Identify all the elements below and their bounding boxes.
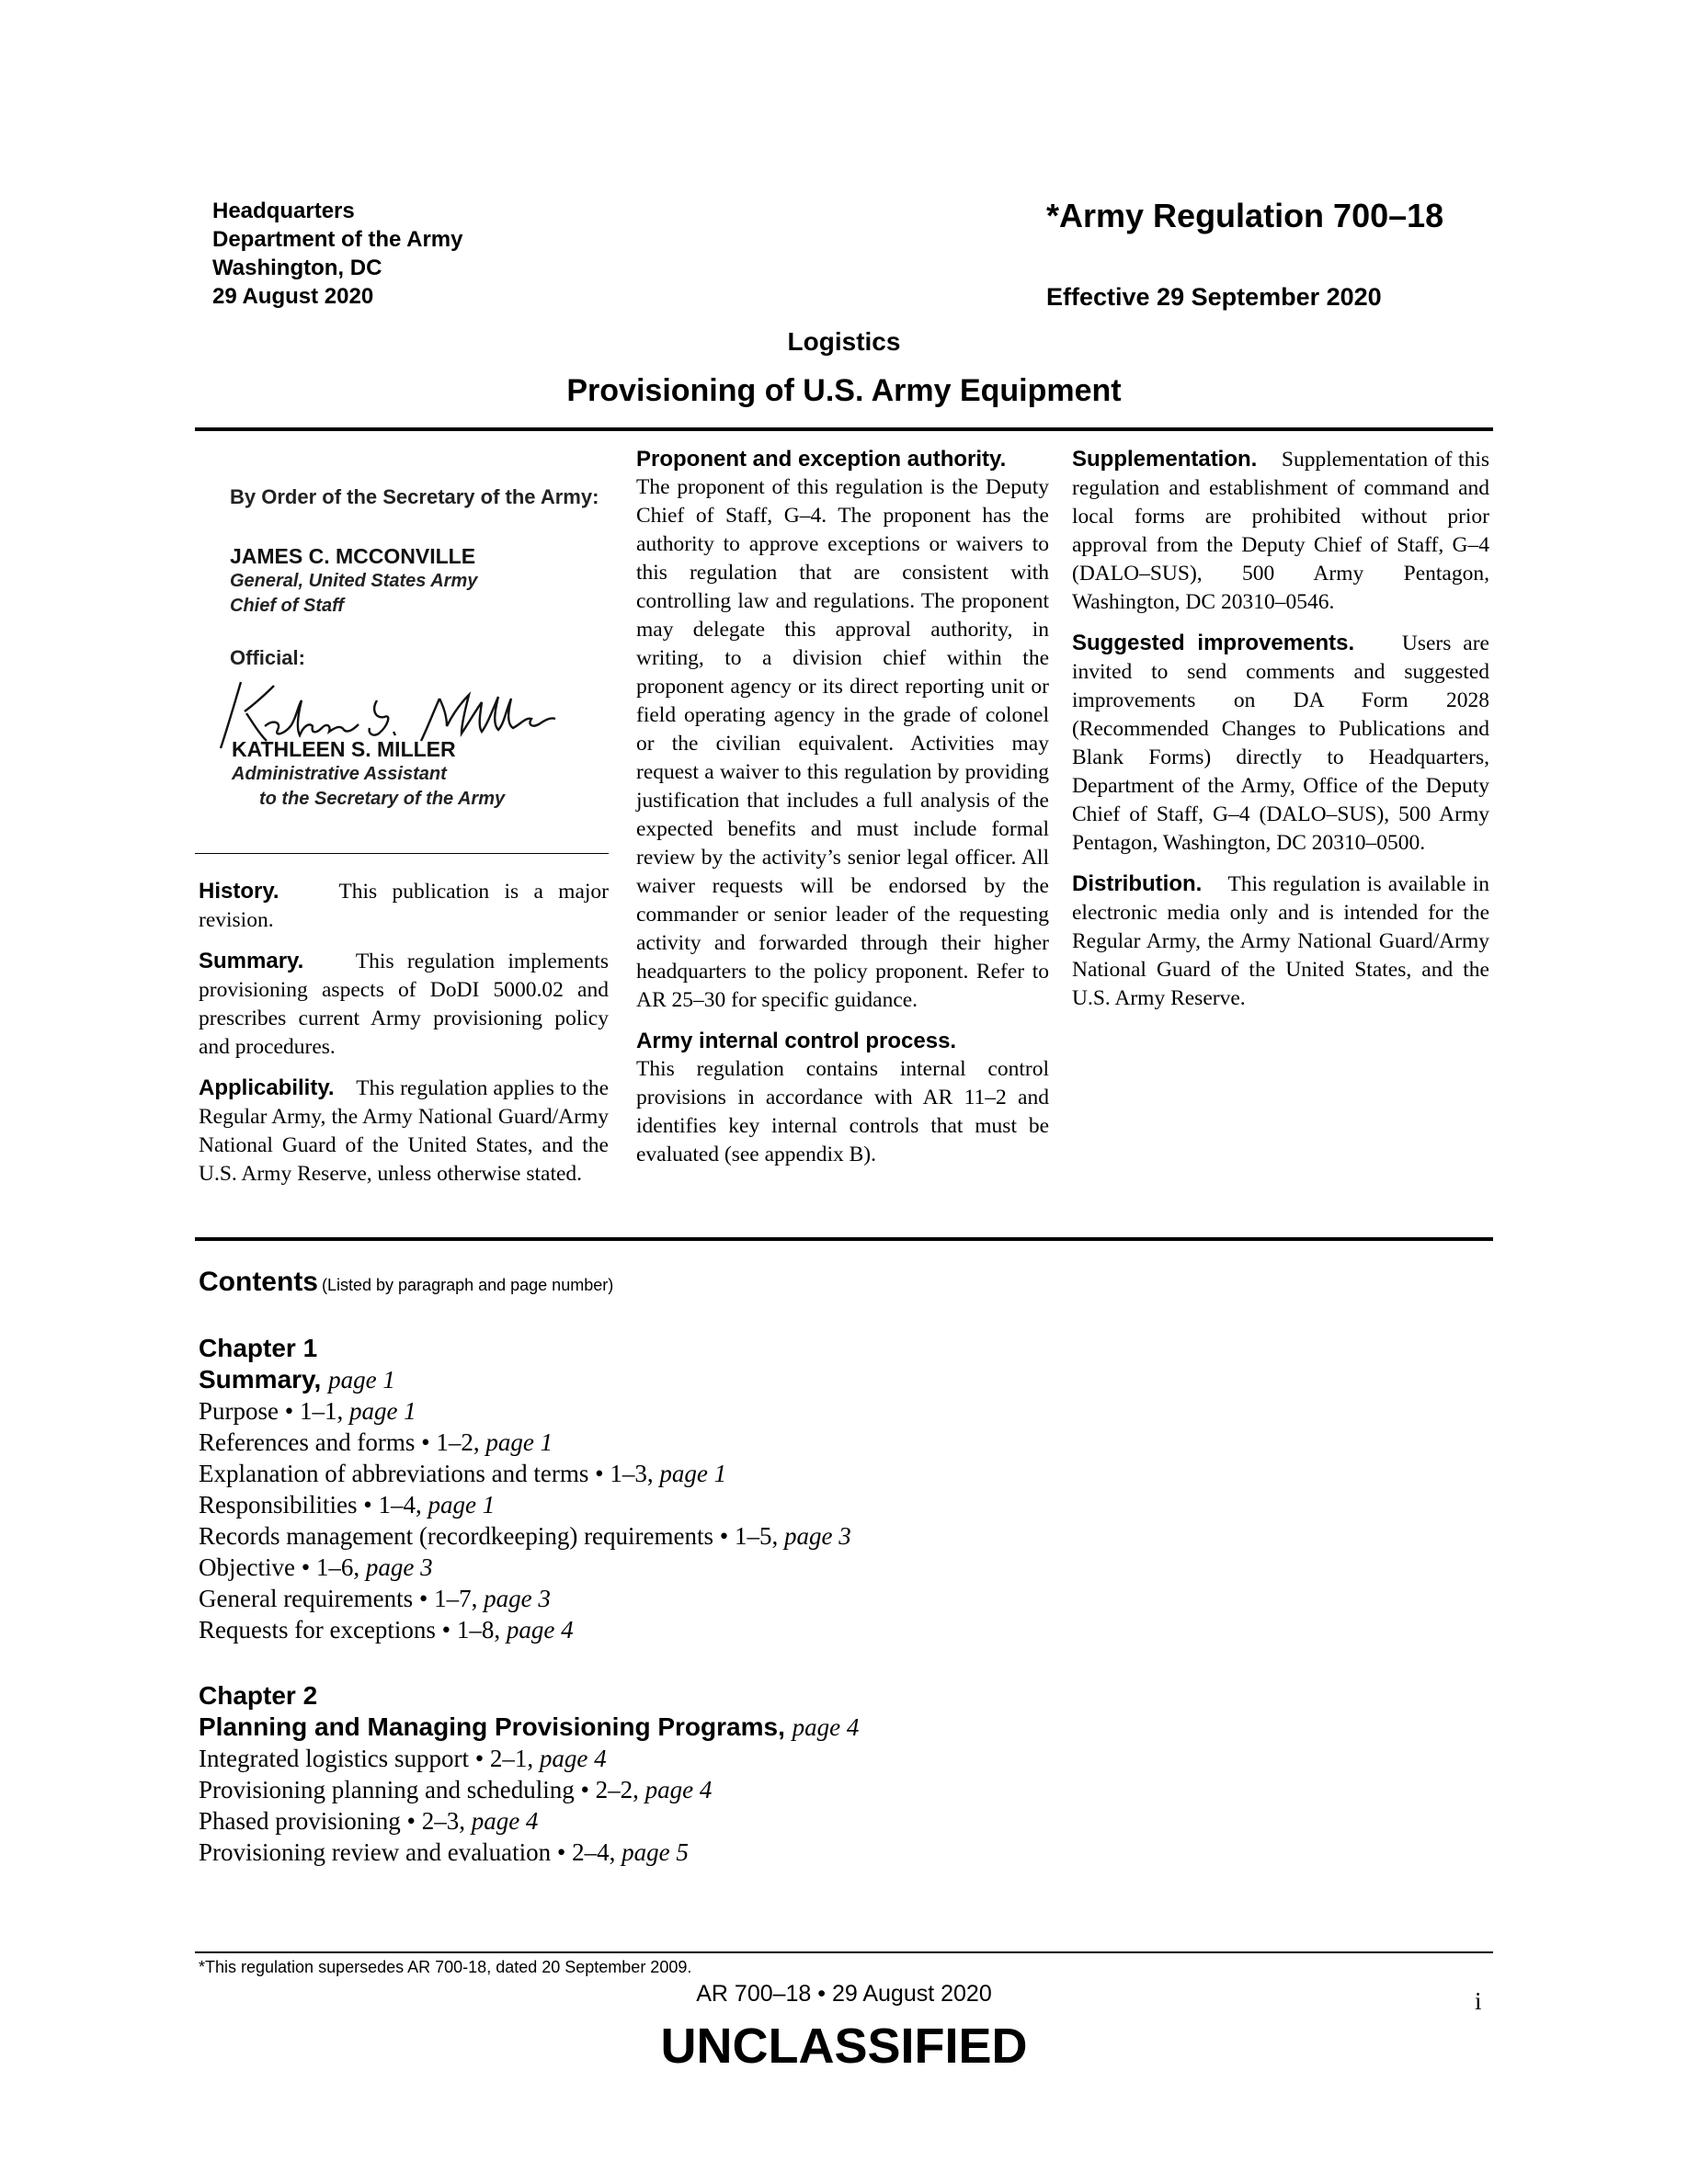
official-label: Official:: [230, 646, 305, 669]
distribution-paragraph: [1072, 870, 1489, 1013]
history-text: This publication is a major revision.: [199, 880, 609, 932]
chief-position: Chief of Staff: [230, 596, 345, 616]
toc-entry[interactable]: [199, 1395, 1394, 1427]
toc-entry[interactable]: [199, 1614, 1394, 1645]
footnote-rule: [195, 1951, 1493, 1953]
summary-column-1: [199, 877, 609, 1200]
applicability-text: This regulation applies to the Regular Army, the Army National Guard/Army National Guard of the United States, and the U.S. Army Reserve, unless otherwise stated.: [199, 1076, 610, 1186]
chapter-2: [199, 1680, 1394, 1868]
toc-entry[interactable]: [199, 1774, 1394, 1805]
summary-paragraph: [199, 947, 609, 1062]
effective-date: Effective 29 September 2020: [1046, 283, 1382, 311]
summary-column-2: [636, 445, 1049, 1181]
classification-marking: UNCLASSIFIED: [660, 2019, 1028, 2074]
toc-entry-text: Integrated logistics support • 2–1,: [199, 1745, 540, 1772]
supersession-footnote: *This regulation supersedes AR 700-18, dated 20 September 2009.: [199, 1958, 692, 1976]
toc-entry[interactable]: [199, 1458, 1394, 1489]
document-title: Provisioning of U.S. Army Equipment: [566, 373, 1122, 408]
toc-entry-page: page 3: [365, 1553, 433, 1581]
hq-line: Headquarters: [212, 199, 355, 223]
chapter-1: [199, 1333, 1394, 1645]
toc-entry[interactable]: [199, 1583, 1394, 1614]
signature-rule: [195, 853, 609, 854]
toc-entry-page: page 4: [644, 1776, 713, 1803]
page-number: i: [1475, 1987, 1482, 2015]
administrative-signature-block: [232, 737, 618, 812]
running-footer: AR 700–18 • 29 August 2020: [696, 1981, 992, 2007]
by-order-line: By Order of the Secretary of the Army:: [230, 485, 599, 508]
proponent-paragraph: [636, 445, 1049, 1015]
toc-entry[interactable]: [199, 1427, 1394, 1458]
summary-bottom-rule: [195, 1237, 1493, 1241]
toc-entry-text: Purpose • 1–1,: [199, 1397, 349, 1425]
chapter-title: Planning and Managing Provisioning Programs,: [199, 1712, 785, 1741]
history-heading: History.: [199, 879, 279, 904]
chapter-title-line[interactable]: [199, 1712, 1394, 1743]
toc-entry-text: Phased provisioning • 2–3,: [199, 1807, 472, 1835]
toc-entry[interactable]: [199, 1520, 1394, 1552]
toc-entry-text: Records management (recordkeeping) requirements • 1–5,: [199, 1522, 784, 1550]
toc-entry-text: Objective • 1–6,: [199, 1553, 366, 1581]
history-paragraph: [199, 877, 609, 935]
contents-heading-line: [199, 1267, 1394, 1298]
chapter-label: Chapter 2: [199, 1681, 318, 1710]
admin-title: Administrative Assistant: [232, 764, 447, 784]
applicability-heading: Applicability.: [199, 1075, 335, 1100]
toc-entry-text: Provisioning review and evaluation • 2–4,: [199, 1838, 622, 1866]
toc-entry[interactable]: [199, 1805, 1394, 1837]
toc-entry-text: Provisioning planning and scheduling • 2–2,: [199, 1776, 645, 1803]
chapter-label: Chapter 1: [199, 1334, 318, 1362]
internal-control-text: This regulation contains internal control provisions in accordance with AR 11–2 and identifies key internal controls that must be evaluated (see appendix B).: [636, 1057, 1049, 1166]
toc-entry-page: page 1: [348, 1397, 416, 1425]
distribution-text: This regulation is available in electronic media only and is intended for the Regular Army, the Army National Guard/Army National Guard of the United States, and the U.S. Army Reserve.: [1072, 872, 1489, 1010]
summary-heading: Summary.: [199, 949, 304, 973]
summary-text: This regulation implements provisioning aspects of DoDI 5000.02 and prescribes current Army provisioning policy and procedures.: [199, 950, 609, 1059]
supplementation-heading: Supplementation.: [1072, 447, 1258, 472]
admin-name: KATHLEEN S. MILLER: [232, 737, 456, 761]
contents-subtitle: (Listed by paragraph and page number): [322, 1276, 614, 1294]
publication-date: 29 August 2020: [212, 284, 374, 309]
chapter-page: page 1: [328, 1366, 395, 1393]
suggested-text: Users are invited to send comments and suggested improvements on DA Form 2028 (Recommended Changes to Publications and Blank Forms) directly to Headquarters, Department of the Army, Office of the Deputy Chief of Staff, G–4 (DALO–SUS), 500 Army Pentagon, Washington, DC 20310–0500.: [1072, 631, 1489, 855]
chief-rank: General, United States Army: [230, 571, 478, 591]
toc-entry-page: page 3: [783, 1522, 851, 1550]
suggested-paragraph: [1072, 629, 1489, 858]
chapter-title: Summary,: [199, 1365, 322, 1393]
chapter-page: page 4: [792, 1713, 860, 1741]
toc-entry-page: page 1: [485, 1428, 553, 1456]
internal-control-heading: Army internal control process.: [636, 1029, 957, 1053]
contents-title: Contents: [199, 1267, 318, 1297]
proponent-heading: Proponent and exception authority.: [636, 447, 1007, 472]
proponent-text: The proponent of this regulation is the Deputy Chief of Staff, G–4. The proponent has the authority to approve exceptions or waivers to this regulation that are consistent with controlling law and regulations. The proponent may delegate this approval authority, in writing, to a division chief within the proponent agency or its direct reporting unit or field operating agency in the grade of colonel or the civilian equivalent. Activities may request a waiver to this regulation by providing justification that includes a full analysis of the expected benefits and must include formal review by the activity’s senior legal officer. All waiver requests will be endorsed by the commander or senior leader of the requesting activity and forwarded through their higher headquarters to the policy proponent. Refer to AR 25–30 for specific guidance.: [636, 475, 1049, 1012]
toc-entry[interactable]: [199, 1743, 1394, 1774]
supplementation-paragraph: [1072, 445, 1489, 617]
toc-entry[interactable]: [199, 1837, 1394, 1868]
toc-entry-text: Explanation of abbreviations and terms • 1–3,: [199, 1460, 660, 1487]
toc-entry[interactable]: [199, 1552, 1394, 1583]
summary-column-3: [1072, 445, 1489, 1025]
chapter-title-line[interactable]: [199, 1364, 1394, 1395]
signature-block: [230, 485, 616, 670]
toc-entry-page: page 1: [659, 1460, 727, 1487]
toc-entry-page: page 4: [471, 1807, 539, 1835]
toc-entry-page: page 5: [622, 1838, 689, 1866]
admin-title-line2: to the Secretary of the Army: [259, 789, 506, 809]
supplementation-text: Supplementation of this regulation and establishment of command and local forms are prohibited without prior approval from the Deputy Chief of Staff, G–4 (DALO–SUS), 500 Army Pentagon, Washington, DC 20310–0546.: [1072, 448, 1489, 614]
applicability-paragraph: [199, 1074, 609, 1189]
toc-entry-page: page 4: [506, 1616, 574, 1644]
toc-entry-text: References and forms • 1–2,: [199, 1428, 486, 1456]
suggested-heading: Suggested improvements.: [1072, 631, 1355, 655]
headquarters-block: [212, 197, 462, 311]
toc-entry-page: page 3: [484, 1585, 551, 1612]
distribution-heading: Distribution.: [1072, 871, 1203, 896]
hq-location: Washington, DC: [212, 256, 382, 280]
table-of-contents: [199, 1267, 1394, 1868]
toc-entry-text: Requests for exceptions • 1–8,: [199, 1616, 507, 1644]
hq-department: Department of the Army: [212, 227, 463, 252]
toc-entry-page: page 4: [539, 1745, 607, 1772]
header-rule: [195, 427, 1493, 431]
internal-control-paragraph: [636, 1027, 1049, 1169]
chief-name: JAMES C. MCCONVILLE: [230, 544, 476, 568]
toc-entry[interactable]: [199, 1489, 1394, 1520]
regulation-number: *Army Regulation 700–18: [1046, 197, 1444, 234]
toc-entry-text: General requirements • 1–7,: [199, 1585, 485, 1612]
subject-heading: Logistics: [787, 327, 901, 356]
toc-entry-page: page 1: [428, 1491, 496, 1519]
toc-entry-text: Responsibilities • 1–4,: [199, 1491, 428, 1519]
